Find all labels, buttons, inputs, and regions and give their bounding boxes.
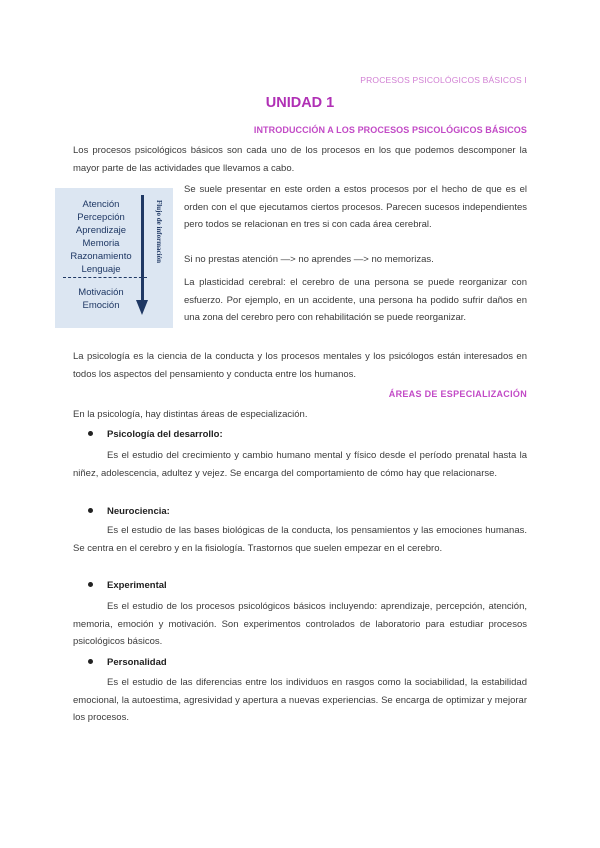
area-heading-development <box>88 429 223 440</box>
section-heading-areas: ÁREAS DE ESPECIALIZACIÓN <box>388 389 527 399</box>
intro-paragraph: Los procesos psicológicos básicos son cada uno de los procesos en los que podemos descomponer la mayor parte de las actividades que llevamos a cabo. <box>73 145 527 174</box>
figure-item: Atención <box>82 199 120 210</box>
down-arrow-icon <box>136 300 148 315</box>
area-text-neuroscience: Es el estudio de las bases biológicas de la conducta, los pensamientos y las emociones humanas. Se centra en el cerebro y en la fisiología. Trastornos que suelen empezar en el cerebro. <box>73 525 527 554</box>
area-text-personality: Es el estudio de las diferencias entre los individuos en rasgos como la sociabilidad, la estabilidad emocional, la autoestima, agresividad y apertura a nuevas experiencias. Se encarga de optimizar y mejorar los procesos. <box>73 677 527 724</box>
unit-title: UNIDAD 1 <box>265 95 335 111</box>
area-heading-personality <box>88 657 167 668</box>
figure-vertical-label: Flujo de información <box>155 200 163 263</box>
area-name: Psicología del desarrollo: <box>107 429 223 440</box>
area-name: Experimental <box>107 580 167 591</box>
figure-item: Razonamiento <box>70 251 132 262</box>
psychology-paragraph: La psicología es la ciencia de la conducta y los procesos mentales y los psicólogos están interesados en todos los aspectos del pensamiento y conducta entre los humanos. <box>73 351 527 380</box>
bullet-icon <box>88 659 93 664</box>
area-name: Personalidad <box>107 657 167 668</box>
figure-item: Lenguaje <box>81 264 121 275</box>
section-heading-intro: INTRODUCCIÓN A LOS PROCESOS PSICOLÓGICOS BÁSICOS <box>253 125 527 135</box>
figure-item: Emoción <box>82 300 120 311</box>
figure-item: Motivación <box>78 287 124 298</box>
bullet-icon <box>88 431 93 436</box>
process-flow-figure <box>55 188 173 328</box>
area-text-development: Es el estudio del crecimiento y cambio humano mental y físico desde el período prenatal hasta la niñez, adolescencia, adultez y vejez. Se encarga del comportamiento de cómo hay que relacionarse. <box>73 450 527 479</box>
area-name: Neurociencia: <box>107 506 170 517</box>
figure-divider <box>63 277 147 278</box>
chain-paragraph: Si no prestas atención —> no aprendes —> no memorizas. <box>184 254 434 265</box>
plasticity-paragraph: La plasticidad cerebral: el cerebro de una persona se puede reorganizar con esfuerzo. Por ejemplo, en un accidente, una persona ha podido sufrir daños en una zona del cerebro pero con rehabilitación se puede reorganizar. <box>184 277 527 324</box>
figure-item: Percepción <box>77 212 125 223</box>
bullet-icon <box>88 582 93 587</box>
figure-lower-list <box>55 286 147 312</box>
area-heading-neuroscience <box>88 506 170 517</box>
area-text-experimental: Es el estudio de los procesos psicológicos básicos incluyendo: aprendizaje, percepción, atención, memoria, emoción y motivación. Son experimentos controlados de laboratorio para estudiar procesos psicológicos básicos. <box>73 601 527 648</box>
order-paragraph: Se suele presentar en este orden a estos procesos por el hecho de que es el orden con el que ejecutamos ciertos procesos. Parecen sucesos independientes pero todos se relacionan en tres si con cada área cerebral. <box>184 184 527 231</box>
area-heading-experimental <box>88 580 167 591</box>
figure-item: Aprendizaje <box>75 225 127 236</box>
figure-item: Memoria <box>82 238 120 249</box>
areas-intro: En la psicología, hay distintas áreas de especialización. <box>73 409 308 420</box>
running-header: PROCESOS PSICOLÓGICOS BÁSICOS I <box>360 75 527 85</box>
figure-upper-list <box>55 198 147 276</box>
bullet-icon <box>88 508 93 513</box>
down-arrow-shaft <box>141 195 144 301</box>
